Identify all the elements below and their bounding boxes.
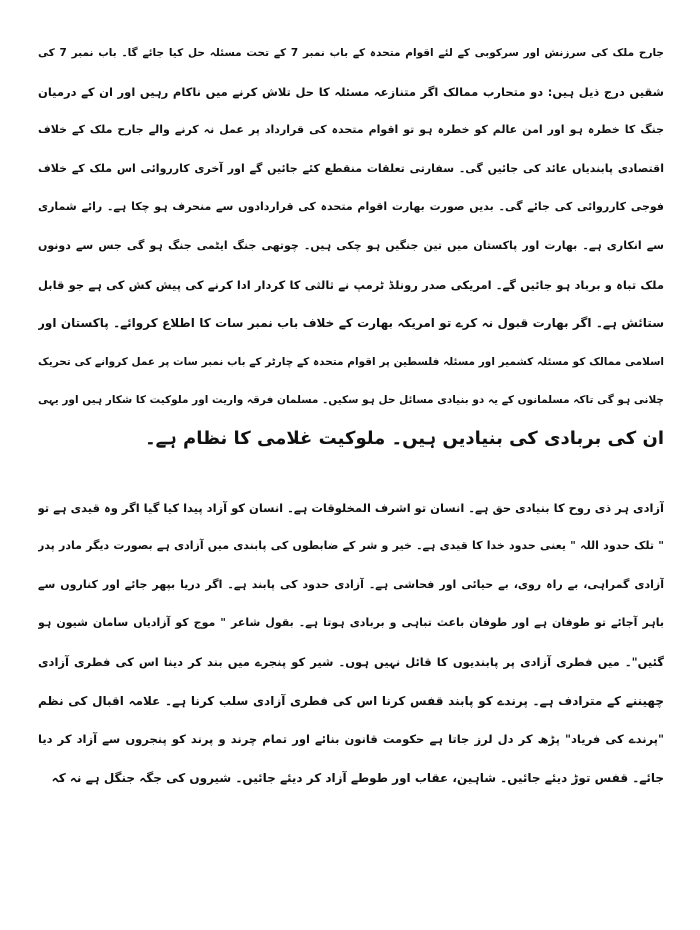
text-line: چلانی ہو گی تاکہ مسلمانوں کے یہ دو بنیادی مسائل حل ہو سکیں۔ مسلمان فرقہ واریت اور ملوکیت کا شکار ہیں اور یہی: [38, 394, 664, 407]
paragraph-gap: [38, 459, 664, 489]
text-line: آزادی گمراہی، بے راہ روی، بے حیائی اور فحاشی ہے۔ آزادی حدود کی پابند ہے۔ اگر دریا بپھر جائے اور کناروں سے: [38, 577, 664, 591]
text-line: آزادی ہر ذی روح کا بنیادی حق ہے۔ انسان تو اشرف المخلوقات ہے۔ انسان کو آزاد پیدا کیا گیا اگر وہ قیدی ہے تو: [38, 500, 664, 515]
text-line: اسلامی ممالک کو مسئلہ کشمیر اور مسئلہ فلسطین پر اقوام متحدہ کے چارٹر کے باب نمبر سات پر عمل کروانے کی تحریک: [38, 355, 664, 368]
paragraph-chapter-seven: [38, 34, 664, 459]
text-line: باہر آجائے تو طوفان ہے اور طوفان باعث تباہی و بربادی ہوتا ہے۔ بقول شاعر " موج کو آزادیاں سامان شیون ہو: [38, 616, 664, 630]
text-line: جنگ کا خطرہ ہو اور امن عالم کو خطرہ ہو تو اقوام متحدہ کی قرارداد پر عمل نہ کرنے والے جارح ملک کے خلاف: [38, 123, 664, 137]
text-line: گئیں"۔ میں فطری آزادی پر پابندیوں کا قائل نہیں ہوں۔ شیر کو پنجرے میں بند کر دینا اس کی فطری آزادی: [38, 654, 664, 669]
text-line: سے انکاری ہے۔ بھارت اور پاکستان میں تین جنگیں ہو چکی ہیں۔ چوتھی جنگ ایٹمی جنگ ہو گی جس سے دونوں: [38, 238, 664, 252]
text-line: اقتصادی پابندیاں عائد کی جائیں گی۔ سفارتی تعلقات منقطع کئے جائیں گے اور آخری کارروائی اس ملک کے خلاف: [38, 161, 664, 175]
text-line: شقیں درج ذیل ہیں: دو متحارب ممالک اگر متنازعہ مسئلہ کا حل تلاش کرنے میں ناکام رہیں اور ان کے درمیان: [38, 84, 664, 99]
text-line: " تلک حدود اللہ " یعنی حدود خدا کا قیدی ہے۔ خیر و شر کے ضابطوں کی پابندی میں آزادی ہے بصورت دیگر مادر پدر: [38, 539, 664, 553]
text-line: ستائش ہے۔ اگر بھارت قبول نہ کرے تو امریکہ بھارت کے خلاف باب نمبر سات کا اطلاع کروائے۔ پاکستان اور: [38, 316, 664, 331]
text-line: ان کی بربادی کی بنیادیں ہیں۔ ملوکیت غلامی کا نظام ہے۔: [145, 427, 664, 449]
paragraph-freedom: [38, 489, 664, 798]
text-line: چھیننے کے مترادف ہے۔ پرندے کو پابند قفس کرنا اس کی فطری آزادی سلب کرنا ہے۔ علامہ اقبال کی نظم: [38, 693, 664, 708]
text-line: ملک تباہ و برباد ہو جائیں گے۔ امریکی صدر رونلڈ ٹرمپ نے ثالثی کا کردار ادا کرنے کی پیش کش کی ہے جو قابل: [38, 277, 664, 292]
text-line: فوجی کارروائی کی جائے گی۔ بدیں صورت بھارت اقوام متحدہ کی قراردادوں سے منحرف ہو چکا ہے۔ رائے شماری: [38, 200, 664, 214]
text-line: جارح ملک کی سرزنش اور سرکوبی کے لئے اقوام متحدہ کے باب نمبر 7 کے تحت مسئلہ حل کیا جائے گا۔ باب نمبر 7 کی: [38, 47, 664, 59]
text-line: جائے۔ قفس توڑ دیئے جائیں۔ شاہین، عقاب اور طوطے آزاد کر دیئے جائیں۔ شیروں کی جگہ جنگل ہے نہ کہ: [51, 770, 664, 785]
text-line: "پرندے کی فریاد" پڑھ کر دل لرز جاتا ہے حکومت قانون بنائے اور تمام چرند و پرند کو پنجروں سے آزاد کر دیا: [38, 732, 664, 747]
